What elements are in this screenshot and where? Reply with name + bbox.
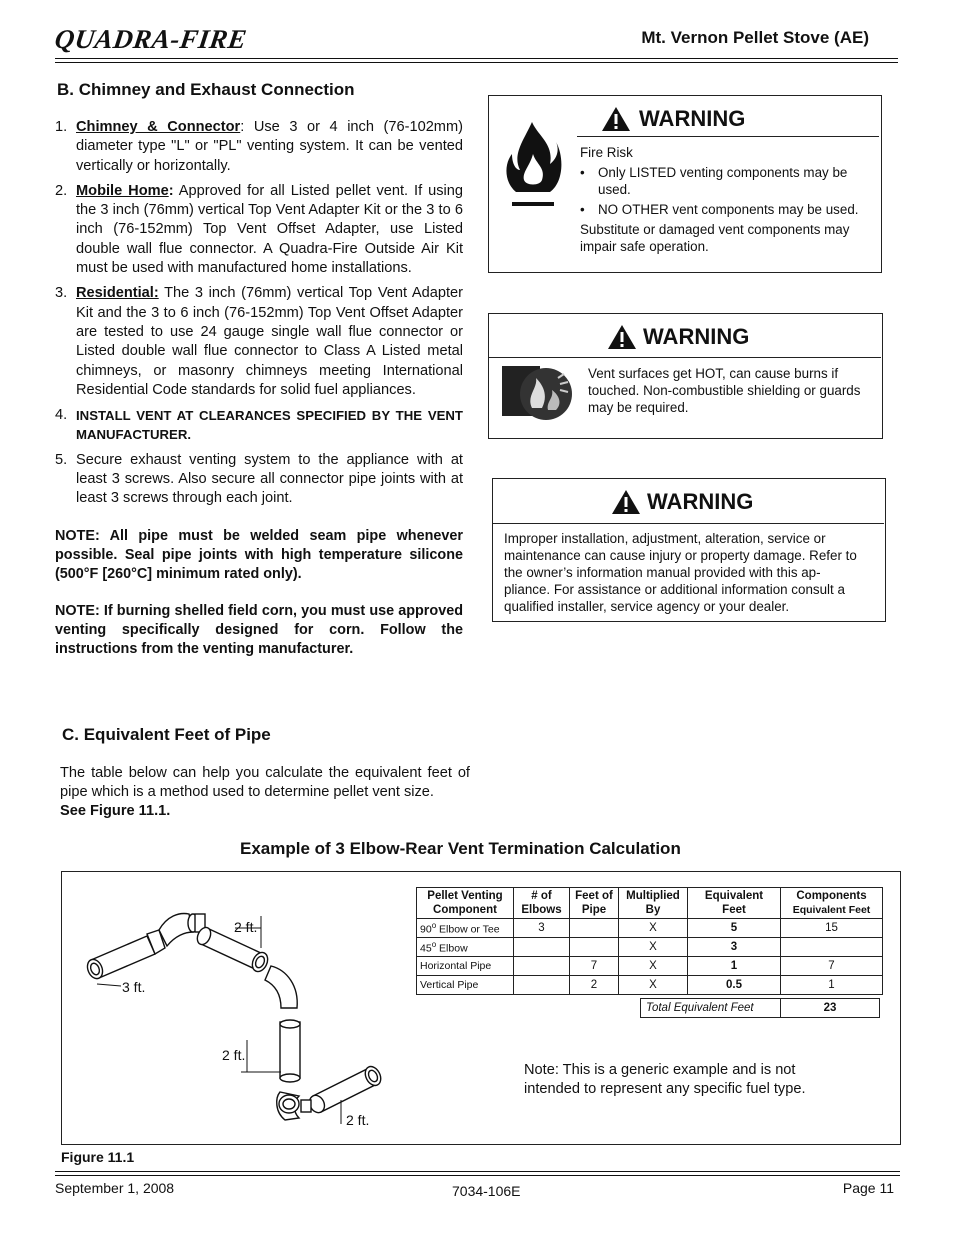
section-b-list [55, 118, 463, 515]
column-header: Feet of Pipe [570, 888, 619, 919]
column-header: Multiplied By [619, 888, 688, 919]
table-row: Vertical Pipe 2 X 0.5 1 [417, 976, 883, 995]
item-label: Residential: [76, 285, 159, 302]
warning-text: Improper installation, adjustment, alteration, service or maintenance can cause injury or property damage. Refer to the owner’s information manual provided with this ap-pliance. For assistance or additional information consult a qualified installer, service agency or your dealer. [504, 531, 857, 614]
section-b-heading: B. Chimney and Exhaust Connection [57, 80, 355, 99]
total-row [640, 998, 880, 1018]
note-welded-pipe: NOTE: All pipe must be welded seam pipe whenever possible. Seal pipe joints with high temperature silicone (500°F [260°C] minimum rated only). [55, 528, 463, 582]
warning-text: Vent surfaces get HOT, can cause burns if touched. Non-combustible shielding or guards may be required. [588, 366, 861, 415]
list-item: • Only LISTED venting components may be used. [580, 165, 848, 197]
hot-surface-icon [502, 366, 576, 420]
footer-rule [55, 1171, 900, 1172]
document-title: Mt. Vernon Pellet Stove (AE) [641, 28, 869, 47]
list-item: 3. Residential: The 3 inch (76mm) vertical Top Vent Adapter Kit and the 3 to 6 inch (76-152mm) Top Vent Offset Adapter are tested to use 24 gauge single wall flue connector or Listed double wall flue connector to Class A Listed metal chimneys, or masonry chimneys meeting International Residential Code standards for solid fuel appliances. [55, 285, 463, 398]
table-row: 45$^o$ Elbow X 3 [417, 938, 883, 957]
figure-caption: Figure 11.1 [61, 1149, 135, 1165]
warning-triangle-icon [601, 106, 631, 132]
warning-title: WARNING [643, 324, 750, 349]
dimension-label: 2 ft. [234, 919, 258, 935]
item-label: Mobile Home [76, 182, 169, 199]
footer-doc-number: 7034-106E [452, 1183, 521, 1199]
list-item: • NO OTHER vent components may be used. [580, 202, 859, 217]
section-c-heading: C. Equivalent Feet of Pipe [62, 725, 271, 744]
warning-box-installation [492, 478, 886, 622]
footer-date: September 1, 2008 [55, 1180, 175, 1196]
note-field-corn: NOTE: If burning shelled field corn, you must use approved venting specifically designed for corn. Follow the instructions from the venting manufacturer. [55, 603, 463, 657]
footer-rule [55, 1175, 900, 1176]
footer-page-number: Page 11 [842, 1180, 894, 1196]
warning-title: WARNING [639, 106, 746, 131]
dimension-label: 2 ft. [222, 1047, 246, 1063]
warning-box-fire [488, 95, 882, 273]
item-label: Chimney & Connector [76, 119, 241, 135]
vent-pipe-diagram [75, 900, 405, 1140]
total-value: 23 [781, 999, 880, 1018]
warning-tail: Substitute or damaged vent components may impair safe operation. [580, 222, 850, 254]
header-rule [55, 58, 898, 59]
column-header: Equivalent Feet [688, 888, 781, 919]
list-item: 4. INSTALL VENT AT CLEARANCES SPECIFIED BY THE VENT MANUFACTURER. [55, 407, 463, 443]
total-label: Total Equivalent Feet [641, 999, 781, 1018]
section-c-paragraph: The table below can help you calculate the equivalent feet of pipe which is a method used to determine pellet vent size. See Figure 11.1. [60, 765, 470, 819]
warning-title: WARNING [647, 489, 754, 514]
equivalent-feet-table [416, 887, 883, 995]
list-item: 2. Mobile Home: Approved for all Listed pellet vent. If using the 3 inch (76mm) vertical Top Vent Adapter Kit or the 3 to 6 inch (76-152mm) Top Vent Offset Adapter, use Listed double wall flue connector. A Quadra-Fire Outside Air Kit must be used with manufactured home installations. [55, 182, 464, 277]
table-row: Horizontal Pipe 7 X 1 7 [417, 957, 883, 976]
warning-triangle-icon [607, 324, 637, 350]
column-header: # of Elbows [514, 888, 570, 919]
dimension-label: 3 ft. [122, 979, 146, 995]
table-header-row [417, 888, 883, 919]
brand-logo: QUADRA-FIRE [52, 24, 249, 54]
header-rule [55, 62, 898, 63]
column-header: Components Equivalent Feet [781, 888, 883, 919]
example-title: Example of 3 Elbow-Rear Vent Termination Calculation [240, 839, 681, 858]
figure-note: Note: This is a generic example and is not intended to represent any specific fuel type. [524, 1062, 806, 1097]
warning-lead: Fire Risk [580, 145, 633, 160]
warning-triangle-icon [611, 489, 641, 515]
dimension-label: 2 ft. [346, 1112, 370, 1128]
table-row: 90$^o$ Elbow or Tee 3 X 5 15 [417, 919, 883, 938]
warning-box-hot [488, 313, 883, 439]
list-item: 1. Chimney & Connector: Use 3 or 4 inch (76-102mm) diameter type "L" or "PL" venting system. It can be vented vertically or horizontally. [55, 119, 463, 174]
column-header: Pellet Venting Component [417, 888, 514, 919]
list-item: 5. Secure exhaust venting system to the appliance with at least 3 screws. Also secure all connector pipe joints with at least 3 screws through each joint. [55, 451, 463, 507]
fire-icon [502, 120, 564, 210]
